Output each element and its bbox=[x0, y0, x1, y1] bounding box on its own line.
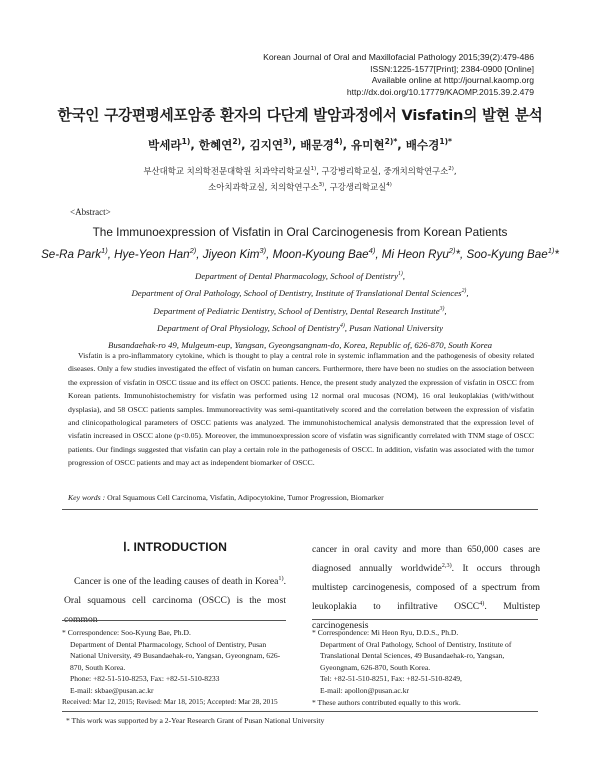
affil-en-line bbox=[0, 303, 600, 320]
journal-doi[interactable]: http://dx.doi.org/10.17779/KAOMP.2015.39.2.479 bbox=[346, 86, 534, 97]
author-ko-sup: 4) bbox=[333, 137, 343, 147]
affil-en-sup: 3) bbox=[439, 305, 445, 312]
fn-email[interactable]: E-mail: apollon@pusan.ac.kr bbox=[320, 685, 410, 695]
fn-email[interactable]: E-mail: skbae@pusan.ac.kr bbox=[70, 685, 154, 695]
affil-ko-line: 부산대학교 치의학전문대학원 치과약리학교실$^{1)}$, 구강병리학교실, 중개치의학연구소$^{2)}$, bbox=[143, 166, 457, 176]
affil-ko-sup: 2) bbox=[448, 166, 454, 173]
affil-en-tail: , bbox=[466, 288, 469, 299]
affil-en-text: Department of Oral Pathology, School of Dentistry, Institute of Translational Dental Sciences bbox=[131, 288, 462, 299]
author-en: Soo-Kyung Bae bbox=[466, 248, 548, 261]
fn-line: Department of Oral Pathology, School of Dentistry, Institute of Translational Dental Sciences, 49 Busandaehak-ro, Yangsan, Gyeongnam, 626-870, South Korea. bbox=[320, 639, 512, 672]
affil-en-text: Department of Pediatric Dentistry, School of Dentistry, Dental Research Institute bbox=[153, 305, 440, 316]
journal-info bbox=[263, 52, 534, 98]
author-ko-sup: 2) bbox=[232, 137, 242, 147]
journal-url[interactable]: Available online at http://journal.kaomp.org bbox=[371, 75, 534, 86]
journal-citation: Korean Journal of Oral and Maxillofacial Pathology 2015;39(2):479-486 bbox=[263, 52, 534, 62]
affil-ko-text: 부산대학교 치의학전문대학원 치과약리학교실 bbox=[143, 166, 311, 176]
intro-text: cancer in oral cavity and more than 650,000 cases are diagnosed annually worldwide bbox=[312, 544, 540, 574]
fn-line: * These authors contributed equally to this work. bbox=[312, 697, 461, 707]
intro-text: . It occurs through multistep carcinogenesis, composed of a spectrum from leukoplakia to infiltrative OSCC bbox=[312, 563, 541, 612]
fn-line: Department of Dental Pharmacology, School of Dentistry, Pusan National University, 49 Busandaehak-ro, Yangsan, Gyeongnam, 626-870, South Korea. bbox=[70, 639, 281, 672]
author-en-sup: 1) bbox=[101, 246, 108, 256]
author-en-sep: , bbox=[266, 248, 273, 261]
author-ko-sup: 2)* bbox=[384, 137, 398, 147]
author-en: Jiyeon Kim bbox=[202, 248, 260, 261]
author-ko-sup: 1)* bbox=[439, 137, 452, 147]
journal-issn: ISSN:1225-1577[Print]; 2384-0900 [Online] bbox=[370, 63, 534, 74]
affil-en-text: Department of Dental Pharmacology, School of Dentistry bbox=[194, 271, 399, 281]
funding-note: * This work was supported by a 2-Year Research Grant of Pusan National University bbox=[66, 716, 325, 725]
author-en-sup: 2) bbox=[448, 246, 456, 256]
authors-korean bbox=[0, 137, 600, 153]
section-heading-introduction: Ⅰ. INTRODUCTION bbox=[123, 540, 227, 554]
affil-en-tail: , bbox=[444, 305, 447, 316]
author-en-sep: , bbox=[375, 248, 382, 261]
affil-en-text: Department of Oral Physiology, School of Dentistry bbox=[156, 322, 340, 333]
section-divider bbox=[62, 509, 538, 510]
affil-ko-text: , 구강병리학교실, 중개치의학연구소 bbox=[316, 166, 449, 176]
author-ko-sup: 1) bbox=[181, 137, 191, 147]
affil-ko-sup: 3) bbox=[318, 182, 325, 189]
author-ko-sep: , bbox=[241, 138, 250, 152]
affil-ko-sup: 1) bbox=[310, 166, 317, 173]
footnote-divider-right bbox=[312, 619, 538, 620]
title-english: The Immunoexpression of Visfatin in Oral Carcinogenesis from Korean Patients bbox=[92, 225, 508, 239]
affil-ko-sup: 4) bbox=[386, 182, 392, 189]
author-ko: 배수경 bbox=[405, 138, 440, 152]
author-en-sep: * bbox=[554, 248, 559, 261]
affil-en-sup: 4) bbox=[340, 322, 345, 329]
author-en-sup: 4) bbox=[368, 246, 376, 256]
affil-en-sup: 2) bbox=[461, 288, 467, 295]
affiliations-english bbox=[0, 268, 600, 354]
affil-ko-line bbox=[0, 179, 600, 195]
fn-line: * Correspondence: Mi Heon Ryu, D.D.S., Ph.D. bbox=[312, 628, 459, 637]
author-ko: 김지연 bbox=[249, 138, 284, 152]
affil-en-line bbox=[0, 268, 600, 285]
affiliations-korean bbox=[0, 163, 600, 195]
affil-en-tail: , bbox=[402, 271, 405, 281]
correspondence-footnote-left bbox=[62, 627, 286, 697]
affil-en-sup: 1) bbox=[398, 271, 403, 278]
keywords-label: Key words : bbox=[68, 493, 106, 502]
affil-ko-text: , 구강생리학교실 bbox=[324, 182, 387, 192]
affil-en-line bbox=[0, 320, 600, 337]
affil-ko-text: 소아치과학교실, 치의학연구소 bbox=[208, 182, 319, 192]
abstract-text: Visfatin is a pro-inflammatory cytokine, which is thought to play a central role in systemic inflammation and the pathogenesis of obesity related diseases. Only a few studies investigated the effect of visfatin on human cancers. Furthermore, there have been no studies on the association between the expression of visfatin in OSCC tissue and its effect on OSCC patients. Hence, the present study analyzed the expression of visfatin in OSCC from Korean patients. Immunohistochemistry for visfatin was performed using 12 normal oral mucosas (NOM), 16 oral leukoplakias (with/without dysplasia), and 58 OSCC patients samples. Immunoreactivity was semi-quantitatively scored and the correlation between the expression of visfatin and clinicopathological parameters of OSCC patients was analyzed. The immunohistochemical analysis demonstrated that the expression level of visfatin increased in OSCC alone (p<0.05). Moreover, the immunoexpression score of visfatin was significantly correlated with TNM stage of OSCC patients. Our findings suggested that visfatin can play a certain role in the pathogenesis of OSCC. In addition, visfatin was associated with the tumor progression of OSCC patients and may act as independent biomarker of OSCC. bbox=[68, 351, 534, 468]
citation-sup: 1) bbox=[278, 574, 284, 582]
author-en-sup: 2) bbox=[189, 246, 197, 256]
affil-en-tail: , Pusan National University bbox=[344, 322, 443, 333]
author-en-sep: *, bbox=[455, 248, 467, 261]
author-ko: 유미현 bbox=[351, 138, 385, 152]
keywords-list: Oral Squamous Cell Carcinoma, Visfatin, Adipocytokine, Tumor Progression, Biomarker bbox=[107, 493, 384, 502]
author-en: Se-Ra Park bbox=[41, 248, 101, 261]
author-en: Hye-Yeon Han bbox=[114, 248, 190, 261]
author-ko: 한혜연 bbox=[198, 138, 233, 152]
keywords bbox=[68, 493, 384, 502]
intro-paragraph bbox=[312, 540, 540, 635]
author-ko-sep: , bbox=[397, 138, 406, 152]
author-ko-sep: , bbox=[190, 138, 199, 152]
abstract-label: <Abstract> bbox=[70, 207, 111, 217]
author-en: Mi Heon Ryu bbox=[381, 248, 449, 261]
author-ko: 배문경 bbox=[300, 138, 334, 152]
abstract-body bbox=[68, 349, 534, 470]
title-korean: 한국인 구강편평세포암종 환자의 다단계 발암과정에서 Visfatin의 발현 분석 bbox=[57, 107, 543, 124]
bottom-divider bbox=[62, 711, 538, 712]
author-ko-sep: , bbox=[291, 138, 301, 152]
author-en-sup: 3) bbox=[259, 246, 267, 256]
received-dates: Received: Mar 12, 2015; Revised: Mar 18, 2015; Accepted: Mar 28, 2015 bbox=[62, 697, 278, 706]
fn-line: Tel: +82-51-510-8251, Fax: +82-51-510-8249, bbox=[320, 674, 462, 684]
correspondence-footnote-right bbox=[312, 627, 538, 708]
author-ko-sup: 3) bbox=[283, 137, 292, 147]
affil-en-text: Busandaehak-ro 49, Mulgeum-eup, Yangsan, Gyeongsangnam-do, Korea, Republic of, 626-870, South Korea bbox=[107, 340, 492, 351]
author-ko-sep: , bbox=[342, 138, 352, 152]
citation-sup: 2,3) bbox=[441, 561, 452, 569]
fn-line: * Correspondence: Soo-Kyung Bae, Ph.D. bbox=[62, 628, 191, 637]
author-en-sep: , bbox=[196, 248, 203, 261]
footnote-divider-left bbox=[62, 620, 286, 621]
intro-text: . Oral squamous cell carcinoma (OSCC) is the most common bbox=[64, 576, 286, 625]
author-ko: 박세라 bbox=[148, 138, 182, 152]
intro-right-column bbox=[312, 540, 540, 635]
fn-line: Phone: +82-51-510-8253, Fax: +82-51-510-8233 bbox=[70, 674, 220, 684]
author-en: Moon-Kyoung Bae bbox=[272, 248, 369, 261]
authors-english bbox=[0, 248, 600, 261]
citation-sup: 4) bbox=[479, 599, 485, 607]
intro-text: . Multistep carcinogenesis bbox=[312, 601, 540, 631]
author-en-sup: 1) bbox=[547, 246, 555, 256]
affil-en-line bbox=[0, 285, 600, 302]
author-en-sep: , bbox=[107, 248, 115, 261]
intro-text: Cancer is one of the leading causes of death in Korea bbox=[74, 576, 279, 587]
